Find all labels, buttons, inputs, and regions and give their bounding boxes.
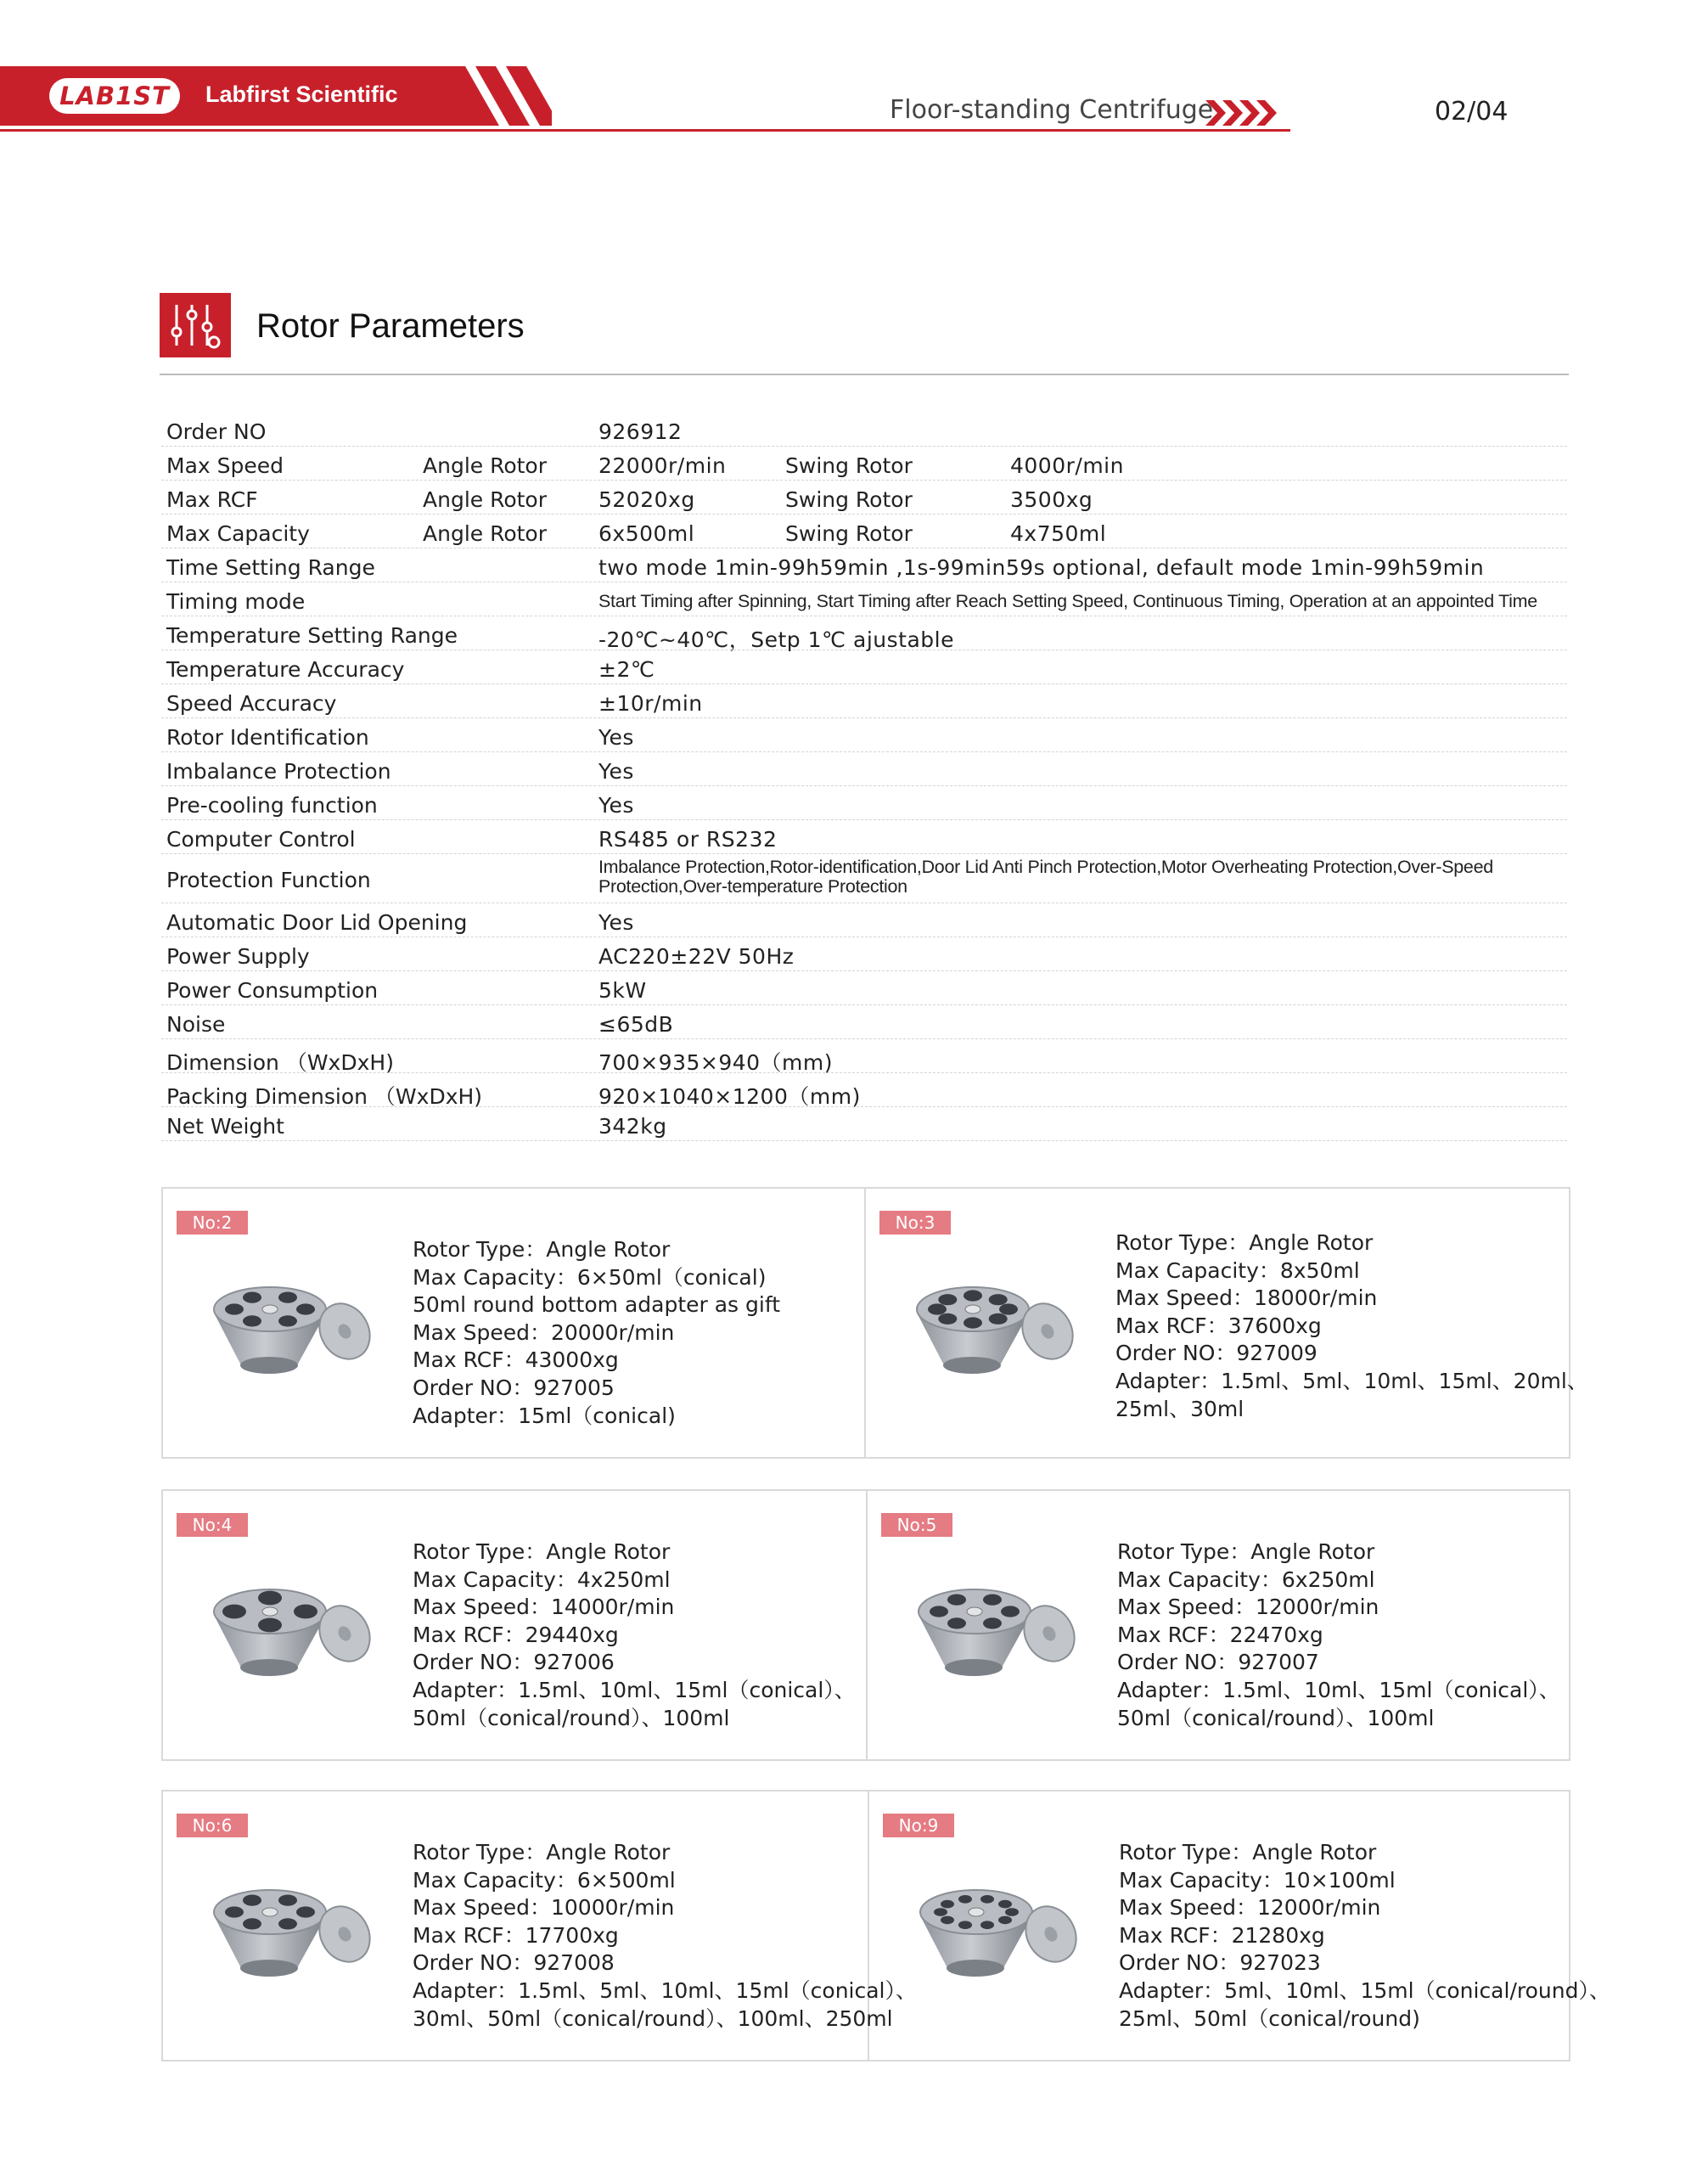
- rotor-details: [1119, 1839, 1610, 2033]
- rotor-card-row: [161, 1790, 1610, 2062]
- rotor-number-badge: No:3: [879, 1211, 951, 1235]
- spec-value: ±10r/min: [598, 691, 703, 716]
- rotor-detail-line: Max Capacity：6×50ml（conical): [413, 1264, 767, 1290]
- rotor-number-badge: No:9: [883, 1814, 954, 1837]
- rotor-number-badge: No:5: [881, 1513, 952, 1537]
- spec-value: 3500xg: [1010, 487, 1093, 512]
- spec-sub-label: Swing Rotor: [785, 487, 913, 512]
- rotor-image: [912, 1257, 1082, 1388]
- spec-row: [161, 481, 1567, 515]
- spec-label: Power Supply: [166, 944, 310, 969]
- spec-value: 5kW: [598, 978, 647, 1003]
- rotor-card: [869, 1792, 1610, 2060]
- spec-row: [161, 616, 1567, 650]
- rotor-detail-line: 50ml（conical/round）、100ml: [1117, 1705, 1435, 1730]
- page-number: 02/04: [1435, 97, 1509, 127]
- rotor-detail-line: Max Speed：14000r/min: [413, 1595, 675, 1620]
- rotor-card: [163, 1491, 866, 1759]
- section-title: Rotor Parameters: [256, 307, 525, 345]
- spec-row: [161, 820, 1567, 854]
- spec-label: Noise: [166, 1012, 226, 1037]
- rotor-detail-line: Max Capacity：6x250ml: [1117, 1567, 1375, 1592]
- spec-label: Power Consumption: [166, 978, 379, 1003]
- spec-value: 926912: [598, 419, 683, 444]
- rotor-detail-line: Rotor Type：Angle Rotor: [1117, 1539, 1375, 1564]
- spec-value: 342kg: [598, 1114, 667, 1139]
- rotor-image: [913, 1559, 1083, 1690]
- rotor-image: [209, 1257, 379, 1388]
- spec-row: [161, 548, 1567, 582]
- spec-label: Net Weight: [166, 1114, 284, 1139]
- spec-table: [161, 413, 1567, 1141]
- spec-label: Rotor Identification: [166, 725, 369, 750]
- spec-label: Packing Dimension （WxDxH): [166, 1084, 483, 1109]
- rotor-card: [866, 1189, 1588, 1457]
- spec-label: Max RCF: [166, 487, 258, 512]
- rotor-detail-line: Max Capacity：10×100ml: [1119, 1867, 1396, 1893]
- rotor-card: [163, 1189, 864, 1457]
- spec-row: [161, 937, 1567, 971]
- spec-label: Protection Function: [166, 868, 371, 892]
- spec-label: Dimension （WxDxH): [166, 1050, 394, 1075]
- spec-value: ≤65dB: [598, 1012, 674, 1037]
- spec-label: Computer Control: [166, 827, 356, 852]
- spec-sub-label: Angle Rotor: [423, 521, 548, 546]
- spec-row: [161, 1073, 1567, 1107]
- section-rule: [160, 374, 1569, 375]
- spec-label: Max Speed: [166, 453, 284, 478]
- rotor-card: [868, 1491, 1570, 1759]
- spec-value: RS485 or RS232: [598, 827, 778, 852]
- spec-value: 22000r/min: [598, 453, 727, 478]
- rotor-detail-line: Max RCF：29440xg: [413, 1622, 619, 1647]
- spec-label: Automatic Door Lid Opening: [166, 910, 468, 935]
- rotor-detail-line: Rotor Type：Angle Rotor: [1115, 1230, 1374, 1255]
- rotor-detail-line: Adapter：1.5ml、10ml、15ml（conical）、: [1117, 1677, 1560, 1702]
- rotor-detail-line: Order NO：927009: [1115, 1341, 1318, 1366]
- rotor-detail-line: Max RCF：43000xg: [413, 1347, 619, 1373]
- rotor-details: [413, 1839, 917, 2033]
- rotor-number-badge: No:4: [177, 1513, 248, 1537]
- spec-value: -20℃~40℃，Setp 1℃ ajustable: [598, 627, 954, 652]
- spec-value: 4000r/min: [1010, 453, 1124, 478]
- spec-row: [161, 752, 1567, 786]
- rotor-detail-line: Adapter：5ml、10ml、15ml（conical/round）、: [1119, 1977, 1610, 2003]
- spec-value: Yes: [598, 793, 634, 818]
- rotor-details: [413, 1538, 856, 1732]
- rotor-number-badge: No:6: [177, 1814, 248, 1837]
- spec-label: Temperature Accuracy: [166, 657, 405, 682]
- rotor-detail-line: Adapter：1.5ml、10ml、15ml（conical）、: [413, 1677, 856, 1702]
- rotor-detail-line: Max RCF：17700xg: [413, 1922, 619, 1948]
- rotor-detail-line: Rotor Type：Angle Rotor: [1119, 1840, 1377, 1865]
- spec-label: Max Capacity: [166, 521, 310, 546]
- rotor-detail-line: Adapter：1.5ml、5ml、10ml、15ml、20ml、: [1115, 1368, 1588, 1393]
- rotor-detail-line: Rotor Type：Angle Rotor: [413, 1539, 671, 1564]
- spec-value: 52020xg: [598, 487, 695, 512]
- spec-value: 700×935×940（mm): [598, 1050, 834, 1075]
- rotor-detail-line: Max RCF：37600xg: [1115, 1313, 1322, 1338]
- spec-row: [161, 1107, 1567, 1141]
- rotor-detail-line: 25ml、50ml（conical/round): [1119, 2005, 1420, 2031]
- spec-value: 4x750ml: [1010, 521, 1107, 546]
- rotor-number-badge: No:2: [177, 1211, 248, 1235]
- rotor-details: [1117, 1538, 1560, 1732]
- rotor-detail-line: 30ml、50ml（conical/round）、100ml、250ml: [413, 2005, 893, 2031]
- rotor-detail-line: Max RCF：21280xg: [1119, 1922, 1325, 1948]
- rotor-detail-line: 50ml（conical/round）、100ml: [413, 1705, 730, 1730]
- spec-value: AC220±22V 50Hz: [598, 944, 795, 969]
- brand-logo: LAB1ST: [49, 78, 180, 114]
- rotor-detail-line: Adapter：1.5ml、5ml、10ml、15ml（conical）、: [413, 1977, 918, 2003]
- rotor-card-row: [161, 1489, 1570, 1761]
- spec-row: [161, 971, 1567, 1005]
- spec-row: [161, 447, 1567, 481]
- spec-value: Start Timing after Spinning, Start Timing after Reach Setting Speed, Continuous Timing, Operation at an appointed Time: [598, 591, 1537, 611]
- rotor-details: [413, 1236, 780, 1430]
- spec-label: Pre-cooling function: [166, 793, 378, 818]
- sliders-icon: [160, 293, 231, 357]
- spec-value: ±2℃: [598, 657, 655, 682]
- spec-row: [161, 413, 1567, 447]
- spec-row: [161, 684, 1567, 718]
- spec-sub-label: Angle Rotor: [423, 453, 548, 478]
- spec-value: Yes: [598, 725, 634, 750]
- spec-value: 920×1040×1200（mm): [598, 1084, 861, 1109]
- spec-row: [161, 903, 1567, 937]
- chevrons-icon: [1205, 100, 1282, 126]
- rotor-image: [209, 1859, 379, 1991]
- spec-value: Yes: [598, 759, 634, 784]
- rotor-detail-line: Adapter：15ml（conical): [413, 1403, 676, 1428]
- rotor-detail-line: Order NO：927008: [413, 1950, 615, 1976]
- spec-label: Timing mode: [166, 589, 306, 614]
- spec-sub-label: Angle Rotor: [423, 487, 548, 512]
- spec-value: two mode 1min-99h59min ,1s-99min59s optional, default mode 1min-99h59min: [598, 555, 1485, 580]
- brand-banner: [0, 65, 552, 124]
- rotor-detail-line: Max RCF：22470xg: [1117, 1622, 1323, 1647]
- spec-sub-label: Swing Rotor: [785, 521, 913, 546]
- rotor-detail-line: Max Capacity：6×500ml: [413, 1867, 676, 1893]
- spec-row: [161, 1005, 1567, 1039]
- spec-label: Speed Accuracy: [166, 691, 337, 716]
- rotor-card: [163, 1792, 918, 2060]
- rotor-detail-line: Max Speed：12000r/min: [1119, 1895, 1381, 1921]
- rotor-detail-line: Max Speed：18000r/min: [1115, 1285, 1378, 1311]
- spec-value: Imbalance Protection,Rotor-identification,Door Lid Anti Pinch Protection,Motor Overheating Protection,Over-Speed Protection,Over-temperature Protection: [598, 857, 1493, 897]
- spec-row: [161, 718, 1567, 752]
- spec-row: [161, 786, 1567, 820]
- rotor-detail-line: Rotor Type：Angle Rotor: [413, 1840, 671, 1865]
- spec-label: Temperature Setting Range: [166, 623, 458, 648]
- spec-row: [161, 650, 1567, 684]
- rotor-detail-line: Max Capacity：8x50ml: [1115, 1257, 1360, 1283]
- spec-value: Yes: [598, 910, 634, 935]
- rotor-detail-line: Order NO：927023: [1119, 1950, 1321, 1976]
- header-rule: [0, 129, 1290, 132]
- spec-row: [161, 1039, 1567, 1073]
- spec-label: Imbalance Protection: [166, 759, 391, 784]
- rotor-image: [209, 1559, 379, 1690]
- spec-sub-label: Swing Rotor: [785, 453, 913, 478]
- spec-row: [161, 515, 1567, 548]
- rotor-detail-line: Order NO：927006: [413, 1650, 615, 1675]
- rotor-detail-line: 25ml、30ml: [1115, 1396, 1244, 1421]
- brand-name: Labfirst Scientific: [205, 82, 398, 107]
- rotor-detail-line: 50ml round bottom adapter as gift: [413, 1292, 781, 1318]
- rotor-detail-line: Order NO：927005: [413, 1375, 615, 1400]
- spec-label: Order NO: [166, 419, 267, 444]
- rotor-detail-line: Max Speed：12000r/min: [1117, 1595, 1379, 1620]
- rotor-detail-line: Order NO：927007: [1117, 1650, 1319, 1675]
- spec-label: Time Setting Range: [166, 555, 375, 580]
- rotor-detail-line: Max Speed：20000r/min: [413, 1319, 675, 1345]
- spec-row: [161, 582, 1567, 616]
- spec-row: [161, 854, 1567, 903]
- rotor-detail-line: Max Speed：10000r/min: [413, 1895, 675, 1921]
- product-title: Floor-standing Centrifuge: [890, 95, 1214, 125]
- rotor-detail-line: Rotor Type：Angle Rotor: [413, 1237, 671, 1262]
- rotor-image: [915, 1859, 1085, 1991]
- rotor-detail-line: Max Capacity：4x250ml: [413, 1567, 671, 1592]
- rotor-card-row: [161, 1187, 1588, 1459]
- rotor-details: [1115, 1229, 1588, 1423]
- spec-value: 6x500ml: [598, 521, 695, 546]
